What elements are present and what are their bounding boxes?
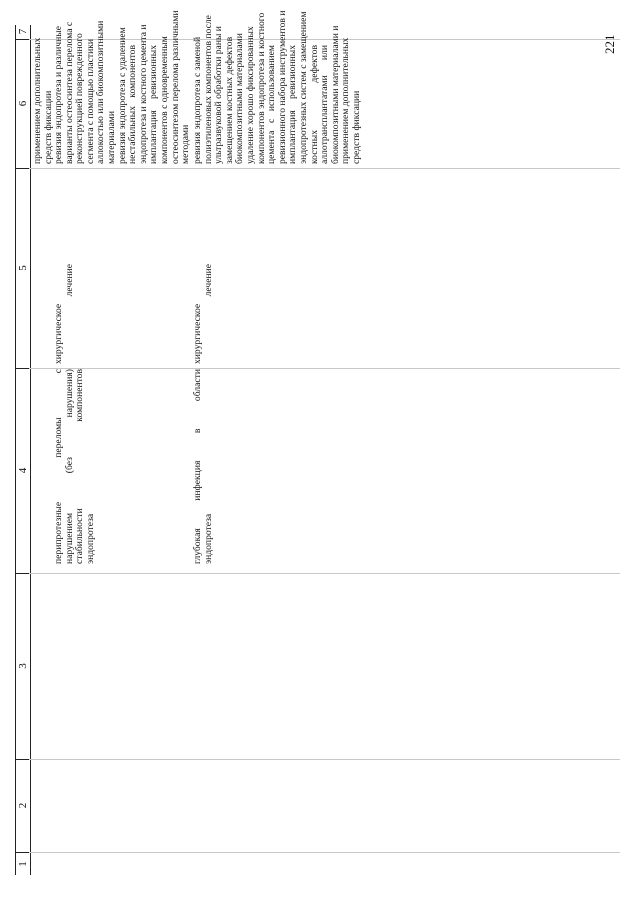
row-0-treatment-method: [32, 37, 54, 164]
text-line: нарушением (без нарушения): [63, 369, 75, 564]
text-line: компонентов эндопротеза и костного: [255, 12, 267, 164]
text-line: ревизия эндопротеза с заменой: [192, 36, 203, 164]
text-line: эндопротеза: [202, 513, 214, 564]
text-line: цемента с использованием: [266, 45, 278, 164]
header-col-3: 3: [16, 573, 30, 760]
text-line: средств фиксации: [350, 90, 362, 164]
text-line: костных дефектов: [308, 45, 320, 164]
text-line: имплантация ревизионных: [287, 45, 299, 164]
text-line: лечение: [202, 264, 214, 297]
text-line: биокомпозитными материалами и: [329, 25, 341, 164]
text-line: остеосинтезом перелома различными: [169, 10, 181, 164]
row-2-treatment-method: [192, 10, 363, 164]
text-line: биокомпозитными материалами: [234, 33, 246, 164]
text-line: материалами: [105, 111, 117, 164]
text-line: компонентов с одновременным: [158, 36, 170, 164]
text-line: ревизия эндопротеза с удалением: [116, 27, 128, 164]
row-1-treatment-type: [54, 264, 75, 364]
row-1-treatment-method: [53, 10, 192, 164]
text-line: эндопротезных систем с замещением: [297, 11, 309, 164]
text-line: варианты остеосинтеза перелома с: [63, 21, 75, 164]
text-line: ревизия эндопротеза и различные: [53, 26, 64, 164]
text-line: аллокостью или биокомпозитными: [95, 20, 107, 164]
column-divider: [29, 759, 620, 760]
page-number: 221: [602, 34, 617, 54]
text-line: аллотрансплантатами или: [319, 45, 331, 164]
table-header-row: [15, 25, 31, 875]
header-col-4: 4: [16, 368, 30, 574]
header-col-7: 7: [16, 24, 30, 40]
text-line: ультразвуковой обработки раны и: [213, 26, 225, 164]
text-line: нестабильных компонентов: [127, 45, 139, 164]
header-col-2: 2: [16, 759, 30, 853]
text-line: хирургическое: [192, 303, 203, 364]
text-line: эндопротеза и костного цемента и: [137, 24, 149, 164]
column-divider: [29, 852, 620, 853]
text-line: стабильности компонентов: [74, 369, 86, 564]
text-line: сегмента с помощью пластики: [84, 38, 96, 164]
header-col-6: 6: [16, 39, 30, 169]
text-line: имплантация ревизионных: [148, 45, 160, 164]
column-divider: [29, 573, 620, 574]
treatment-table: [15, 10, 620, 875]
header-col-1: 1: [17, 861, 29, 867]
column-divider: [29, 368, 620, 369]
row-2-condition: [193, 369, 214, 564]
text-line: глубокая инфекция в области: [192, 369, 203, 564]
row-2-treatment-type: [193, 264, 214, 364]
text-line: удаление хорошо фиксированных: [244, 26, 256, 164]
rotated-page: [15, 10, 620, 875]
text-line: эндопротеза: [84, 513, 96, 564]
text-line: средств фиксации: [42, 90, 54, 164]
text-line: перипротезные переломы с: [53, 369, 64, 564]
row-1-condition: [54, 369, 96, 564]
text-line: хирургическое: [53, 303, 64, 364]
text-line: полиэтиленовых компонентов после: [202, 15, 214, 164]
text-line: лечение: [63, 264, 75, 297]
text-line: применением дополнительных: [32, 37, 43, 164]
text-line: реконструкцией поврежденного: [74, 33, 86, 164]
text-line: методами: [180, 124, 192, 164]
text-line: замещением костных дефектов: [223, 36, 235, 164]
text-line: применением дополнительных: [340, 37, 352, 164]
column-divider: [29, 168, 620, 169]
header-col-5: 5: [16, 168, 30, 369]
text-line: ревизионного набора инструментов и: [276, 10, 288, 164]
